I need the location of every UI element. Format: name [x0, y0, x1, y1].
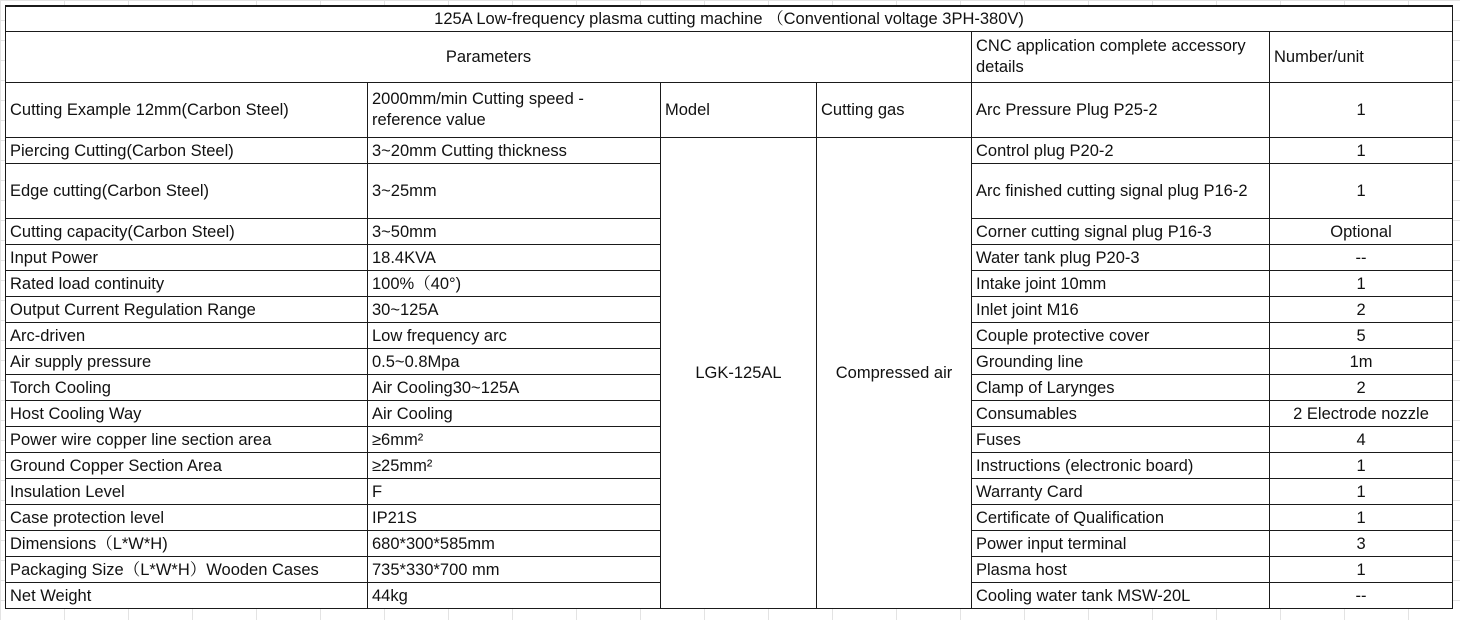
value-cell[interactable]: 680*300*585mm [368, 531, 661, 557]
value-cell[interactable]: F [368, 479, 661, 505]
gas-label-cell[interactable]: Cutting gas [817, 83, 972, 138]
accessory-cell[interactable]: Couple protective cover [972, 323, 1270, 349]
qty-cell[interactable]: Optional [1270, 219, 1453, 245]
accessory-cell[interactable]: Warranty Card [972, 479, 1270, 505]
param-cell[interactable]: Insulation Level [6, 479, 368, 505]
param-cell[interactable]: Air supply pressure [6, 349, 368, 375]
value-cell[interactable]: Air Cooling30~125A [368, 375, 661, 401]
title-row [6, 6, 1453, 32]
value-cell[interactable]: 3~50mm [368, 219, 661, 245]
qty-cell[interactable]: 3 [1270, 531, 1453, 557]
value-cell[interactable]: 100%（40°) [368, 271, 661, 297]
qty-cell[interactable]: 2 [1270, 297, 1453, 323]
number-unit-header[interactable]: Number/unit [1270, 32, 1453, 83]
qty-cell[interactable]: 1m [1270, 349, 1453, 375]
accessory-cell[interactable]: Intake joint 10mm [972, 271, 1270, 297]
qty-cell[interactable]: 1 [1270, 271, 1453, 297]
value-cell[interactable]: 3~20mm Cutting thickness [368, 138, 661, 164]
accessory-cell[interactable]: Arc Pressure Plug P25-2 [972, 83, 1270, 138]
value-cell[interactable]: 44kg [368, 583, 661, 609]
value-cell[interactable]: Low frequency arc [368, 323, 661, 349]
param-cell[interactable]: Cutting capacity(Carbon Steel) [6, 219, 368, 245]
param-cell[interactable]: Packaging Size（L*W*H）Wooden Cases [6, 557, 368, 583]
param-cell[interactable]: Power wire copper line section area [6, 427, 368, 453]
param-cell[interactable]: Dimensions（L*W*H) [6, 531, 368, 557]
gas-value-cell[interactable]: Compressed air [817, 138, 972, 609]
accessory-cell[interactable]: Cooling water tank MSW-20L [972, 583, 1270, 609]
value-cell[interactable]: IP21S [368, 505, 661, 531]
example-value-cell[interactable]: 2000mm/min Cutting speed - reference value [368, 83, 661, 138]
param-cell[interactable]: Torch Cooling [6, 375, 368, 401]
param-cell[interactable]: Case protection level [6, 505, 368, 531]
value-cell[interactable]: ≥25mm² [368, 453, 661, 479]
param-cell[interactable]: Edge cutting(Carbon Steel) [6, 164, 368, 219]
value-cell[interactable]: 0.5~0.8Mpa [368, 349, 661, 375]
param-cell[interactable]: Output Current Regulation Range [6, 297, 368, 323]
table-row [6, 138, 1453, 164]
accessory-cell[interactable]: Instructions (electronic board) [972, 453, 1270, 479]
spec-table [5, 5, 1453, 609]
table-title[interactable]: 125A Low-frequency plasma cutting machine （Conventional voltage 3PH-380V) [6, 6, 1453, 32]
param-cell[interactable]: Arc-driven [6, 323, 368, 349]
accessory-cell[interactable]: Corner cutting signal plug P16-3 [972, 219, 1270, 245]
value-cell[interactable]: Air Cooling [368, 401, 661, 427]
qty-cell[interactable]: 1 [1270, 164, 1453, 219]
accessory-cell[interactable]: Power input terminal [972, 531, 1270, 557]
qty-cell[interactable]: 1 [1270, 138, 1453, 164]
param-cell[interactable]: Net Weight [6, 583, 368, 609]
accessory-cell[interactable]: Consumables [972, 401, 1270, 427]
accessories-header[interactable]: CNC application complete accessory details [972, 32, 1270, 83]
qty-cell[interactable]: 1 [1270, 479, 1453, 505]
param-cell[interactable]: Rated load continuity [6, 271, 368, 297]
accessory-cell[interactable]: Inlet joint M16 [972, 297, 1270, 323]
header-row [6, 32, 1453, 83]
parameters-header[interactable]: Parameters [6, 32, 972, 83]
accessory-cell[interactable]: Grounding line [972, 349, 1270, 375]
accessory-cell[interactable]: Control plug P20-2 [972, 138, 1270, 164]
qty-cell[interactable]: 2 Electrode nozzle [1270, 401, 1453, 427]
value-cell[interactable]: 18.4KVA [368, 245, 661, 271]
qty-cell[interactable]: 2 [1270, 375, 1453, 401]
value-cell[interactable]: 30~125A [368, 297, 661, 323]
qty-cell[interactable]: 5 [1270, 323, 1453, 349]
accessory-cell[interactable]: Fuses [972, 427, 1270, 453]
qty-cell[interactable]: 1 [1270, 453, 1453, 479]
param-cell[interactable]: Host Cooling Way [6, 401, 368, 427]
accessory-cell[interactable]: Clamp of Larynges [972, 375, 1270, 401]
subheader-row [6, 83, 1453, 138]
model-value-cell[interactable]: LGK-125AL [661, 138, 817, 609]
model-label-cell[interactable]: Model [661, 83, 817, 138]
qty-cell[interactable]: -- [1270, 245, 1453, 271]
qty-cell[interactable]: 1 [1270, 505, 1453, 531]
qty-cell[interactable]: 1 [1270, 557, 1453, 583]
value-cell[interactable]: 735*330*700 mm [368, 557, 661, 583]
param-cell[interactable]: Input Power [6, 245, 368, 271]
value-cell[interactable]: ≥6mm² [368, 427, 661, 453]
example-param-cell[interactable]: Cutting Example 12mm(Carbon Steel) [6, 83, 368, 138]
accessory-cell[interactable]: Arc finished cutting signal plug P16-2 [972, 164, 1270, 219]
value-cell[interactable]: 3~25mm [368, 164, 661, 219]
param-cell[interactable]: Piercing Cutting(Carbon Steel) [6, 138, 368, 164]
qty-cell[interactable]: -- [1270, 583, 1453, 609]
accessory-cell[interactable]: Certificate of Qualification [972, 505, 1270, 531]
qty-cell[interactable]: 4 [1270, 427, 1453, 453]
accessory-cell[interactable]: Water tank plug P20-3 [972, 245, 1270, 271]
qty-cell[interactable]: 1 [1270, 83, 1453, 138]
param-cell[interactable]: Ground Copper Section Area [6, 453, 368, 479]
accessory-cell[interactable]: Plasma host [972, 557, 1270, 583]
